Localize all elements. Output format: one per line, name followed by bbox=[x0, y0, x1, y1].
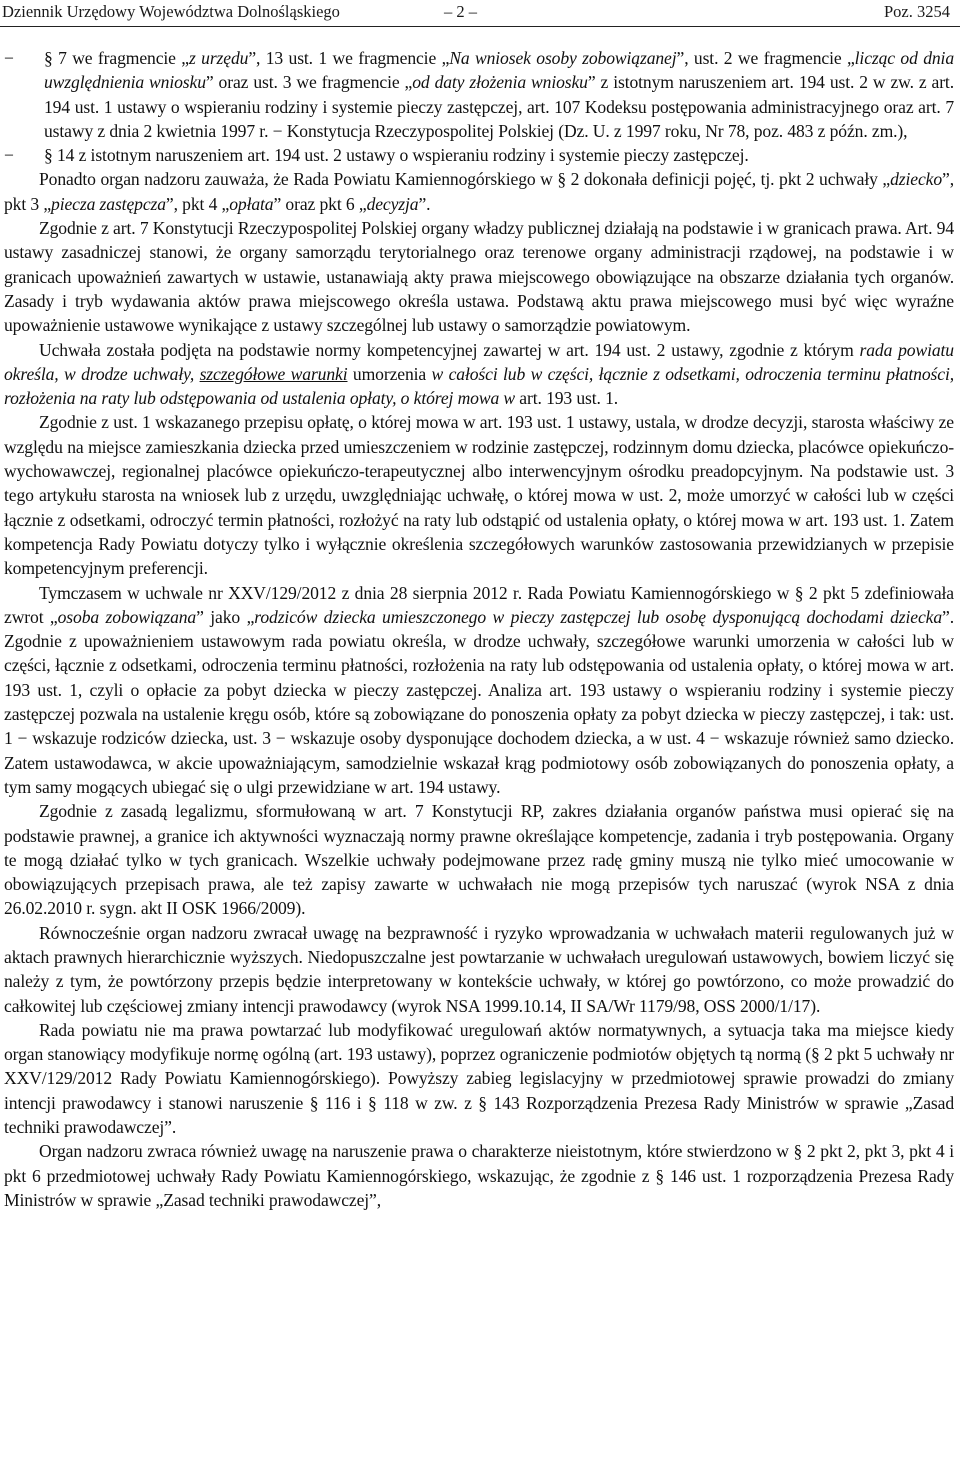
paragraph-minor-violation: Organ nadzoru zwraca również uwagę na naruszenie prawa o charakterze nieistotnym, które stwierdzono w § 2 pkt 2, pkt 3, pkt 4 i pkt 6 przedmiotowej uchwały Rady Powiatu Kamiennogórskiego, wskazując, że zgodnie z § 146 ust. 1 rozporządzenia Prezesa Rady Ministrów w sprawie „Zasad techniki prawodawczej”, bbox=[4, 1141, 954, 1210]
position-number: Poz. 3254 bbox=[884, 2, 950, 21]
page-header bbox=[0, 0, 960, 26]
paragraph-definitions: Ponadto organ nadzoru zauważa, że Rada Powiatu Kamiennogórskiego w § 2 dokonała definicji pojęć, tj. pkt 2 uchwały „dziecko”, pkt 3 „piecza zastępcza”, pkt 4 „opłata” oraz pkt 6 „decyzja”. bbox=[4, 169, 954, 214]
paragraph-fee-decision: Zgodnie z ust. 1 wskazanego przepisu opłatę, o której mowa w art. 193 ust. 1 ustawy, ustala, w drodze decyzji, starosta właściwy ze względu na miejsce zamieszkania dziecka przed umieszczeniem w rodzinie zastępczej, rodzinnym domu dziecka, placówce opiekuńczo-wychowawczej, regionalnej placówce opiekuńczo-terapeutycznej albo interwencyjnym ośrodku preadopcyjnym. Na podstawie ust. 3 tego artykułu starosta na wniosek lub z urzędu, uwzględniając uchwałę, o której mowa w ust. 2, może umorzyć w całości lub w części łącznie z odsetkami, odroczyć termin płatności, rozłożyć na raty lub odstąpić od ustalenia opłaty, o której mowa w art. 193 ust. 1. Zatem kompetencja Rady Powiatu dotyczy tylko i wyłącznie określenia szczegółowych warunków zastosowania przewidzianych w przepisie kompetencyjnym preferencji. bbox=[4, 412, 954, 579]
dash-marker: − bbox=[4, 145, 14, 166]
document-body bbox=[4, 46, 954, 1212]
page-number: – 2 – bbox=[444, 2, 477, 21]
paragraph-constitution: Zgodnie z art. 7 Konstytucji Rzeczypospolitej Polskiej organy władzy publicznej działają na podstawie i w granicach prawa. Art. 94 ustawy zasadniczej stanowi, że organy samorządu terytorialnego oraz terenowe organy administracji rządowej, na podstawie i w granicach upoważnień zawartych w ustawie, ustanawiają akty prawa miejscowego obowiązujące na obszarze działania tych organów. Zasady i tryb wydawania aktów prawa miejscowego określa ustawa. Podstawą aktu prawa miejscowego musi być więc wyraźne upoważnienie ustawowe wynikające z ustawy szczególnej lub ustawy o samorządzie powiatowym. bbox=[4, 218, 954, 336]
paragraph-legalism: Zgodnie z zasadą legalizmu, sformułowaną w art. 7 Konstytucji RP, zakres działania organów państwa musi opierać się na podstawie prawnej, a granice ich aktywności wyznaczają normy prawne określające kompetencje, zadania i tryb postępowania. Organy te mogą działać tylko w tych granicach. Wszelkie uchwały podejmowane przez radę gminy muszą nie tylko mieć umocowanie w obowiązujących przepisach prawa, ale też zapisy zawarte w uchwałach nie mogą przepisów tych naruszać (wyrok NSA z dnia 26.02.2010 r. sygn. akt II OSK 1966/2009). bbox=[4, 801, 954, 919]
journal-title: Dziennik Urzędowy Województwa Dolnośląskiego bbox=[2, 2, 340, 21]
dash-marker: − bbox=[4, 48, 14, 68]
list-item-1: − § 7 we fragmencie „z urzędu”, 13 ust. 1 we fragmencie „Na wniosek osoby zobowiązanej”, ust. 2 we fragmencie „licząc od dnia uwzględnienia wniosku” oraz ust. 3 we fragmencie „od daty złożenia wniosku” z istotnym naruszeniem art. 194 ust. 2 w zw. z art. 194 ust. 1 ustawy o wspieraniu rodziny i systemie pieczy zastępczej, art. 107 Kodeksu postępowania administracyjnego oraz art. 7 ustawy z dnia 2 kwietnia 1997 r. − Konstytucja Rzeczypospolitej Polskiej (Dz. U. z 1997 roku, Nr 78, poz. 483 z późn. zm.), bbox=[4, 48, 954, 141]
header-rule bbox=[0, 26, 960, 27]
paragraph-competence: Uchwała została podjęta na podstawie normy kompetencyjnej zawartej w art. 194 ust. 2 ustawy, zgodnie z którym rada powiatu określa, w drodze uchwały, szczegółowe warunki umorzenia w całości lub w części, łącznie z odsetkami, odroczenia terminu płatności, rozłożenia na raty lub odstępowania od ustalenia opłaty, o której mowa w art. 193 ust. 1. bbox=[4, 339, 954, 409]
list-item-2: − § 14 z istotnym naruszeniem art. 194 ust. 2 ustawy o wspieraniu rodziny i systemie pieczy zastępczej. bbox=[4, 143, 954, 167]
paragraph-resolution-analysis: Tymczasem w uchwale nr XXV/129/2012 z dnia 28 sierpnia 2012 r. Rada Powiatu Kamiennogórskiego w § 2 pkt 5 zdefiniowała zwrot „osoba zobowiązana” jako „rodziców dziecka umieszczonego w pieczy zastępczej lub osobę dysponującą dochodami dziecka”. Zgodnie z upoważnieniem ustawowym rada powiatu określa, w drodze uchwały, szczegółowe warunki umorzenia w całości lub w części, łącznie z odsetkami, odroczenia terminu płatności, rozłożenia na raty lub odstępowania od ustalenia opłaty, o której mowa w art. 193 ust. 1, czyli o opłacie za pobyt dziecka w pieczy zastępczej. Analiza art. 193 ustawy o wspieraniu rodziny i systemie pieczy zastępczej pozwala na ustalenie kręgu osób, które są zobowiązane do ponoszenia opłaty za pobyt dziecka w pieczy zastępczej, i tak: ust. 1 − wskazuje rodziców dziecka, ust. 3 − wskazuje osoby dysponujące dochodem dziecka, a w ust. 4 − wskazuje również samo dziecko. Zatem ustawodawca, w akcie upoważniającym, samodzielnie wskazał krąg podmiotowy osób zobowiązanych do ponoszenia opłaty, a tym samy mogących ubiegać się o ulgi przewidziane w art. 194 ustawy. bbox=[4, 582, 955, 797]
paragraph-modification: Rada powiatu nie ma prawa powtarzać lub modyfikować uregulowań aktów normatywnych, a sytuacja taka ma miejsce kiedy organ stanowiący modyfikuje normę ogólną (art. 193 ustawy), poprzez ograniczenie podmiotów objętych tą normą (§ 2 pkt 5 uchwały nr XXV/129/2012 Rady Powiatu Kamiennogórskiego). Powyższy zabieg legislacyjny w przedmiotowej sprawie prowadzi do zmiany intencji prawodawcy i stanowi naruszenie § 116 i § 118 w zw. z § 143 Rozporządzenia Prezesa Rady Ministrów w sprawie „Zasad techniki prawodawczej”. bbox=[4, 1019, 954, 1138]
paragraph-repetition: Równocześnie organ nadzoru zwracał uwagę na bezprawność i ryzyko wprowadzania w uchwałach materii regulowanych już w aktach prawnych hierarchicznie wyższych. Niedopuszczalne jest powtarzanie w uchwałach uregulowań ustawowych, bowiem liczyć się należy z tym, że powtórzony przepis będzie interpretowany w kontekście uchwały, w której go powtórzono, co może prowadzić do całkowitej lub częściowej zmiany intencji prawodawcy (wyrok NSA 1999.10.14, II SA/Wr 1179/98, OSS 2000/1/17). bbox=[4, 922, 954, 1016]
